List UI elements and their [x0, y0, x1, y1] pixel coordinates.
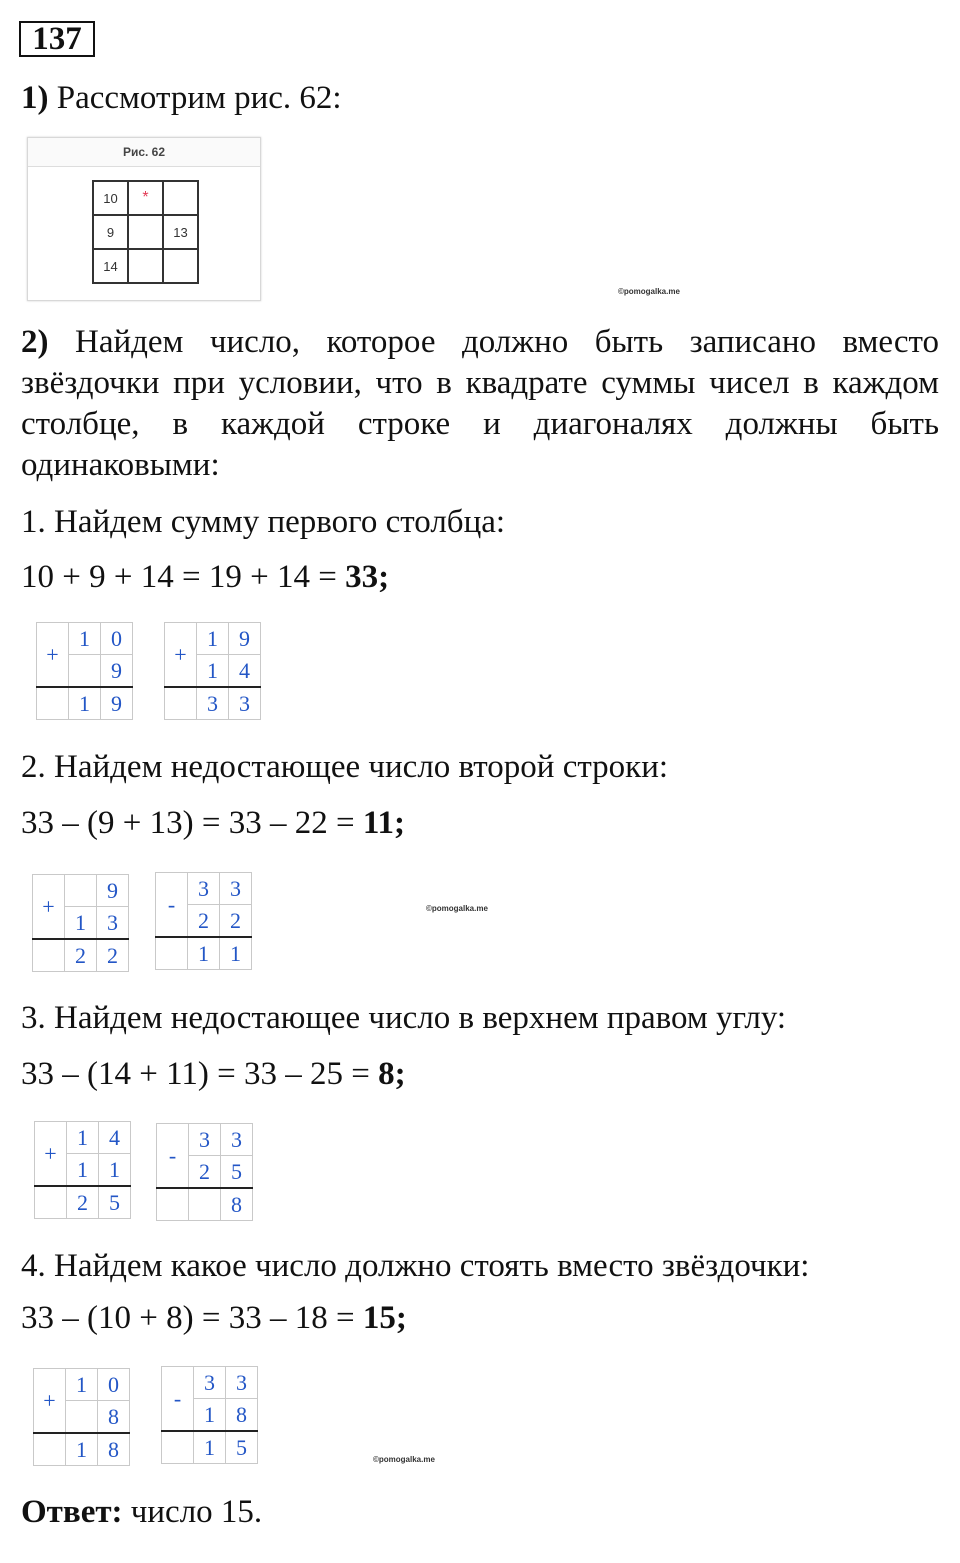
part1-label: 1) — [21, 80, 49, 116]
calc-digit: 3 — [189, 1124, 221, 1156]
calc-digit: 5 — [221, 1156, 253, 1189]
magic-cell — [128, 215, 163, 249]
step1-title: 1. Найдем сумму первого столбца: — [21, 504, 506, 540]
step2-expr: 33 – (9 + 13) = 33 – 22 = — [21, 805, 363, 841]
part2-text: Найдем число, которое должно быть записано вместо звёздочки при условии, что в квадрате суммы чисел в каждом столбце, в каждой строке и диагоналях должны быть одинаковыми: — [21, 324, 940, 483]
calc-digit: 4 — [229, 655, 261, 688]
step4-calc-2 — [161, 1366, 258, 1464]
step4-expr: 33 – (10 + 8) = 33 – 18 = — [21, 1300, 363, 1336]
watermark: ©pomogalka.me — [373, 1455, 435, 1464]
calc-digit: 3 — [229, 687, 261, 720]
part2-paragraph — [21, 322, 939, 486]
magic-cell: 9 — [93, 215, 128, 249]
magic-cell — [163, 249, 198, 283]
step1-calc-1 — [36, 622, 133, 720]
calc-operator: + — [33, 875, 65, 940]
calc-digit: 2 — [189, 1156, 221, 1189]
calc-digit: 1 — [69, 623, 101, 655]
calc-digit: 3 — [194, 1367, 226, 1399]
magic-cell: 10 — [93, 181, 128, 215]
step1-calc-2 — [164, 622, 261, 720]
calc-digit: 1 — [197, 623, 229, 655]
calc-digit: 5 — [226, 1431, 258, 1464]
calc-digit: 1 — [99, 1154, 131, 1187]
calc-digit — [162, 1431, 194, 1464]
calc-digit: 2 — [188, 905, 220, 938]
calc-digit: 3 — [197, 687, 229, 720]
calc-digit: 1 — [69, 687, 101, 720]
calc-digit: 3 — [220, 873, 252, 905]
calc-digit: 9 — [101, 687, 133, 720]
part2-label: 2) — [21, 324, 49, 360]
step3-expression — [21, 1054, 406, 1095]
part1-text: Рассмотрим рис. 62: — [56, 80, 342, 116]
calc-operator: - — [156, 873, 188, 938]
magic-cell — [163, 181, 198, 215]
step1-expression — [21, 557, 389, 598]
calc-digit: 1 — [194, 1399, 226, 1432]
calc-operator: + — [35, 1122, 67, 1187]
calc-digit: 9 — [101, 655, 133, 688]
calc-digit — [65, 875, 97, 907]
calc-digit: 2 — [220, 905, 252, 938]
magic-square — [92, 180, 199, 284]
step3-expr: 33 – (14 + 11) = 33 – 25 = — [21, 1056, 379, 1092]
calc-digit: 2 — [65, 939, 97, 972]
calc-digit: 0 — [101, 623, 133, 655]
figure-62 — [27, 137, 261, 301]
step4-calc-1 — [33, 1368, 130, 1466]
part1-line — [21, 78, 342, 119]
step4-result: 15; — [362, 1300, 407, 1336]
task-number: 137 — [19, 21, 95, 57]
calc-operator: + — [37, 623, 69, 688]
calc-digit: 3 — [97, 907, 129, 940]
calc-digit — [165, 687, 197, 720]
magic-cell-star: * — [128, 181, 163, 215]
calc-digit: 8 — [98, 1433, 130, 1466]
calc-digit — [66, 1401, 98, 1434]
calc-digit: 3 — [221, 1124, 253, 1156]
calc-digit: 9 — [229, 623, 261, 655]
calc-digit — [37, 687, 69, 720]
calc-digit: 8 — [98, 1401, 130, 1434]
calc-digit — [35, 1186, 67, 1219]
calc-operator: - — [162, 1367, 194, 1432]
calc-digit: 4 — [99, 1122, 131, 1154]
magic-cell — [128, 249, 163, 283]
calc-digit: 1 — [188, 937, 220, 970]
answer-line — [21, 1492, 262, 1533]
calc-digit: 2 — [67, 1186, 99, 1219]
magic-cell: 13 — [163, 215, 198, 249]
step3-calc-2 — [156, 1123, 253, 1221]
calc-digit: 2 — [97, 939, 129, 972]
calc-digit: 3 — [188, 873, 220, 905]
step2-result: 11; — [362, 805, 405, 841]
calc-digit: 1 — [66, 1369, 98, 1401]
calc-operator: - — [157, 1124, 189, 1189]
calc-digit: 0 — [98, 1369, 130, 1401]
calc-digit: 1 — [194, 1431, 226, 1464]
calc-digit — [157, 1188, 189, 1221]
calc-digit — [34, 1433, 66, 1466]
calc-digit: 1 — [67, 1122, 99, 1154]
watermark: ©pomogalka.me — [618, 287, 680, 296]
calc-digit — [33, 939, 65, 972]
calc-digit: 1 — [66, 1433, 98, 1466]
step1-expr: 10 + 9 + 14 = 19 + 14 = — [21, 559, 346, 595]
step2-calc-2 — [155, 872, 252, 970]
calc-operator: + — [34, 1369, 66, 1434]
step2-calc-1 — [32, 874, 129, 972]
answer-text: число 15. — [122, 1494, 263, 1530]
step4-expression — [21, 1298, 407, 1339]
step3-calc-1 — [34, 1121, 131, 1219]
calc-operator: + — [165, 623, 197, 688]
calc-digit: 1 — [67, 1154, 99, 1187]
calc-digit: 9 — [97, 875, 129, 907]
calc-digit: 1 — [197, 655, 229, 688]
calc-digit — [69, 655, 101, 688]
calc-digit: 8 — [226, 1399, 258, 1432]
answer-label: Ответ: — [21, 1494, 123, 1530]
step1-result: 33; — [345, 559, 390, 595]
calc-digit: 1 — [220, 937, 252, 970]
calc-digit: 3 — [226, 1367, 258, 1399]
step2-expression — [21, 803, 405, 844]
step4-title: 4. Найдем какое число должно стоять вместо звёздочки: — [21, 1248, 810, 1284]
step2-title: 2. Найдем недостающее число второй строки: — [21, 749, 669, 785]
figure-title: Рис. 62 — [28, 138, 260, 167]
magic-cell: 14 — [93, 249, 128, 283]
step3-title: 3. Найдем недостающее число в верхнем правом углу: — [21, 1000, 787, 1036]
calc-digit: 1 — [65, 907, 97, 940]
calc-digit: 8 — [221, 1188, 253, 1221]
step3-result: 8; — [378, 1056, 406, 1092]
calc-digit — [156, 937, 188, 970]
watermark: ©pomogalka.me — [426, 904, 488, 913]
calc-digit: 5 — [99, 1186, 131, 1219]
calc-digit — [189, 1188, 221, 1221]
